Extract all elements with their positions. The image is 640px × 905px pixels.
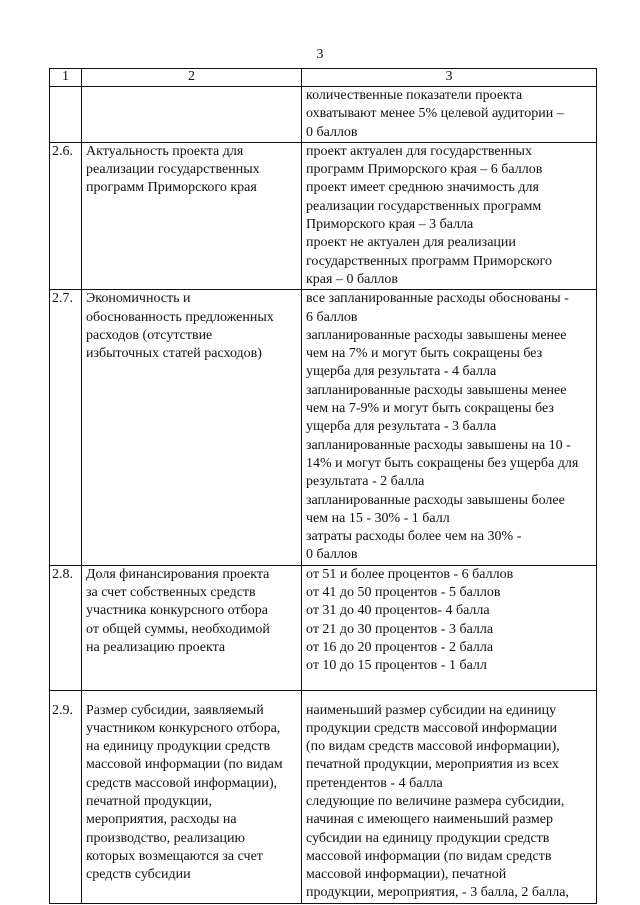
score-line: программ Приморского края – 6 баллов [306, 162, 543, 178]
score-line: от 16 до 20 процентов - 2 балла [306, 639, 494, 655]
column-header: 1 [50, 69, 82, 87]
score-line: проект актуален для государственных [306, 143, 532, 159]
score-line: продукции, мероприятия, - 3 балла, 2 балла, [306, 885, 569, 901]
criterion-line: на единицу продукции средств [86, 739, 271, 755]
criterion-line: участника конкурсного отбора [86, 603, 268, 619]
table-header-row [50, 69, 597, 87]
criterion-line: от общей суммы, необходимой [86, 621, 270, 637]
score-line: начиная с имеющего наименьший размер [306, 812, 553, 828]
score-line: от 41 до 50 процентов - 5 баллов [306, 585, 501, 601]
score-line: продукции средств массовой информации [306, 720, 558, 736]
score-line: все запланированные расходы обоснованы - [306, 291, 569, 307]
score-line: количественные показатели проекта [306, 88, 523, 103]
table-row [50, 142, 597, 289]
table-row [50, 290, 597, 565]
criterion-line: участником конкурсного отбора, [86, 720, 281, 736]
row-number: 2.9. [50, 690, 82, 903]
score-cell [302, 690, 597, 903]
criterion-cell [82, 690, 302, 903]
criterion-line: производство, реализацию [86, 830, 245, 846]
score-line: от 21 до 30 процентов - 3 балла [306, 621, 494, 637]
score-line: следующие по величине размера субсидии, [306, 793, 565, 809]
score-line: (по видам средств массовой информации), [306, 739, 560, 755]
criterion-line: избыточных статей расходов) [86, 346, 262, 362]
criterion-line: реализации государственных [86, 162, 260, 178]
score-line: ущерба для результата - 4 балла [306, 364, 497, 380]
score-line: запланированные расходы завышены на 10 - [306, 437, 571, 453]
row-number [50, 87, 82, 143]
score-line: затраты расходы более чем на 30% - [306, 529, 522, 545]
score-line: запланированные расходы завышены менее [306, 382, 567, 398]
score-line: края – 0 баллов [306, 271, 398, 287]
criterion-line: на реализацию проекта [86, 639, 226, 655]
row-number: 2.8. [50, 565, 82, 690]
score-line: 14% и могут быть сокращены без ущерба для [306, 455, 579, 471]
score-line: субсидии на единицу продукции средств [306, 830, 550, 846]
criterion-cell [82, 142, 302, 289]
score-line: печатной продукции, мероприятия из всех [306, 757, 559, 773]
criteria-table [49, 68, 597, 904]
criterion-line: Доля финансирования проекта [86, 566, 270, 582]
score-line: запланированные расходы завышены менее [306, 327, 567, 343]
score-cell [302, 290, 597, 565]
criterion-line: программ Приморского края [86, 180, 257, 196]
criterion-line: средств массовой информации), [86, 775, 278, 791]
score-line: претендентов - 4 балла [306, 775, 443, 791]
criterion-line: расходов (отсутствие [86, 327, 213, 343]
score-line: 6 баллов [306, 309, 358, 325]
score-cell [302, 565, 597, 690]
criterion-line: обоснованность предложенных [86, 309, 274, 325]
score-line: чем на 15 - 30% - 1 балл [306, 510, 450, 526]
table-row [50, 565, 597, 690]
criterion-line: за счет собственных средств [86, 585, 256, 601]
score-line: массовой информации (по видам средств [306, 848, 552, 864]
criterion-cell [82, 290, 302, 565]
score-line: Приморского края – 3 балла [306, 217, 474, 233]
score-line: проект имеет среднюю значимость для [306, 180, 539, 196]
cell-spacer [306, 676, 592, 690]
page-number: 3 [316, 47, 324, 62]
criterion-line: средств субсидии [86, 867, 191, 883]
score-line: 0 баллов [306, 547, 358, 563]
score-line: 0 баллов [306, 124, 358, 140]
criterion-line: Размер субсидии, заявляемый [86, 702, 264, 718]
criterion-line: Актуальность проекта для [86, 143, 244, 159]
row-number: 2.6. [50, 142, 82, 289]
score-cell [302, 87, 597, 143]
criterion-line: Экономичность и [86, 291, 191, 307]
score-line: чем на 7-9% и могут быть сокращены без [306, 401, 554, 417]
score-line: от 10 до 15 процентов - 1 балл [306, 658, 487, 674]
criterion-line: которых возмещаются за счет [86, 848, 263, 864]
column-header: 3 [302, 69, 597, 87]
score-line: результата - 2 балла [306, 474, 425, 490]
criterion-cell [82, 565, 302, 690]
score-line: государственных программ Приморского [306, 253, 553, 269]
score-line: от 31 до 40 процентов- 4 балла [306, 603, 490, 619]
score-line: запланированные расходы завышены более [306, 492, 565, 508]
row-number: 2.7. [50, 290, 82, 565]
score-line: от 51 и более процентов - 6 баллов [306, 566, 514, 582]
score-line: реализации государственных программ [306, 198, 542, 214]
score-line: ущерба для результата - 3 балла [306, 419, 497, 435]
table-row [50, 690, 597, 903]
column-header: 2 [82, 69, 302, 87]
criterion-cell [82, 87, 302, 143]
table-row [50, 87, 597, 143]
score-line: наименьший размер субсидии на единицу [306, 702, 557, 718]
score-line: проект не актуален для реализации [306, 235, 516, 251]
score-line: охватывают менее 5% целевой аудитории – [306, 106, 564, 122]
score-line: массовой информации), печатной [306, 867, 507, 883]
criterion-line: печатной продукции, [86, 793, 212, 809]
criterion-line: массовой информации (по видам [86, 757, 283, 773]
criterion-line: мероприятия, расходы на [86, 812, 237, 828]
score-line: чем на 7% и могут быть сокращены без [306, 346, 543, 362]
score-cell [302, 142, 597, 289]
